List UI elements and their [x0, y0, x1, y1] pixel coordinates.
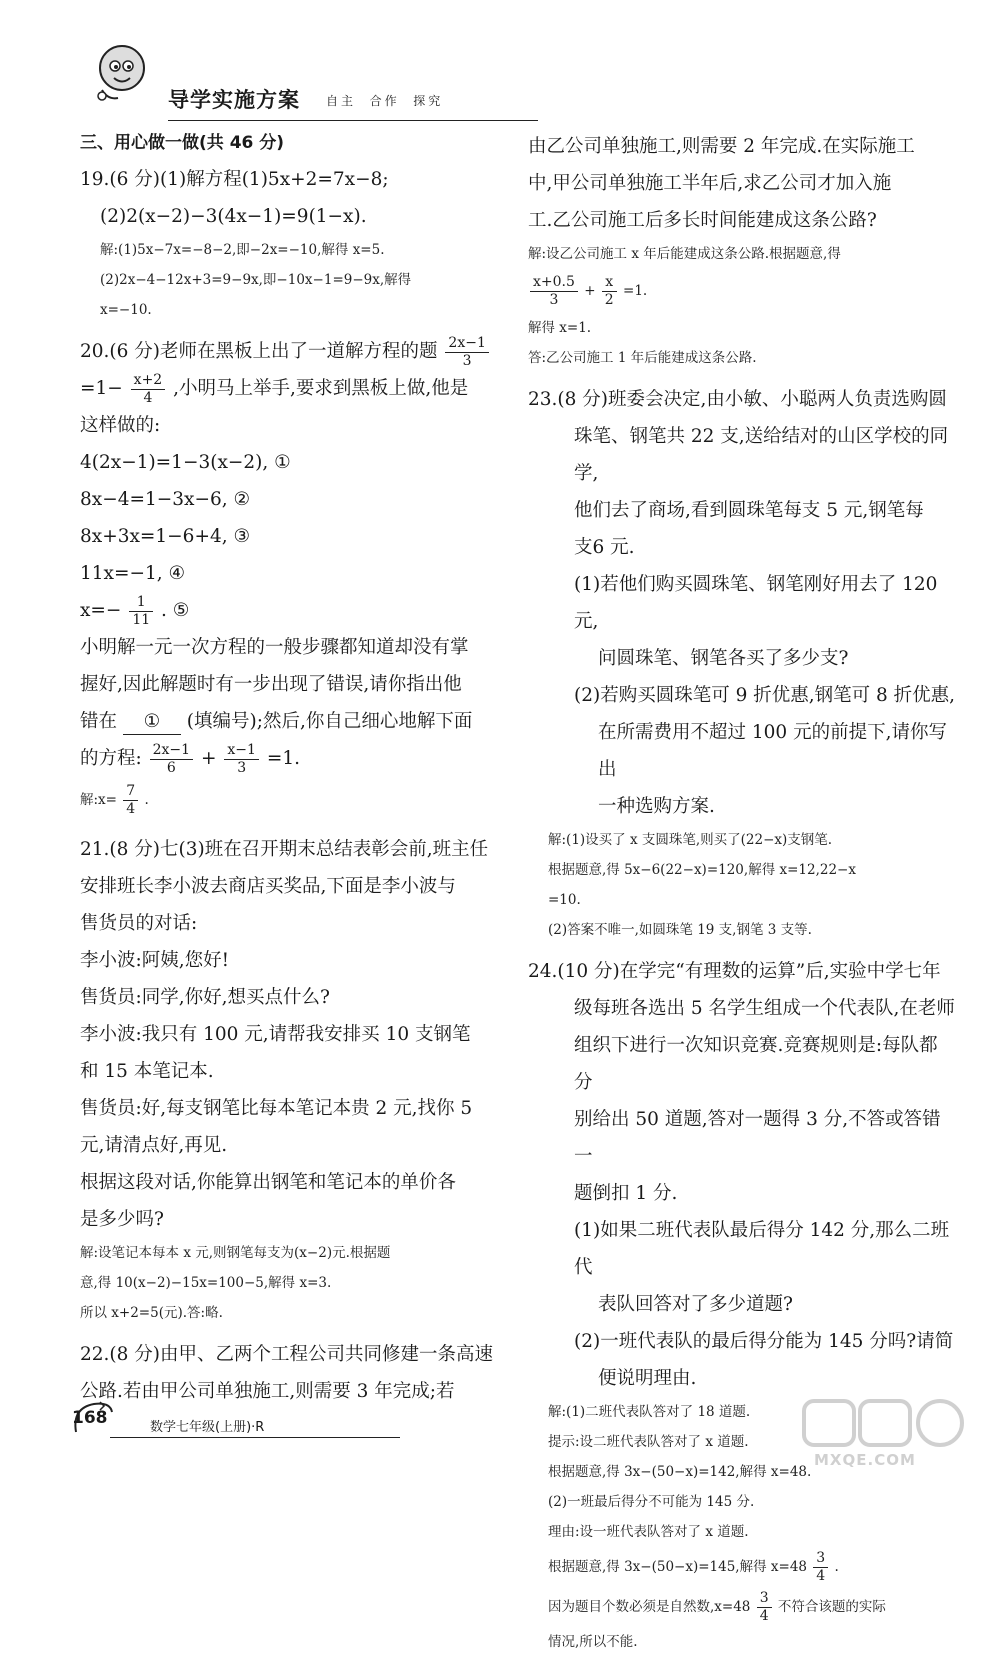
question-line: 中,甲公司单独施工半年后,求乙公司才加入施 — [528, 173, 892, 194]
answer-line — [528, 1587, 956, 1627]
question-line: 公路.若由甲公司单独施工,则需要 3 年完成;若 — [80, 1381, 455, 1402]
question-line: 工.乙公司施工后多长时间能建成这条公路? — [528, 210, 877, 231]
fraction — [445, 335, 488, 370]
question-line: 一种选购方案. — [598, 796, 715, 817]
question-line: 表队回答对了多少道题? — [598, 1294, 793, 1315]
denominator: 3 — [462, 352, 472, 369]
question-line: 便说明理由. — [598, 1368, 697, 1389]
question-line: 19.(6 分)(1)解方程(1)5x+2=7x−8; — [80, 169, 389, 190]
dialog-line: 售货员:同学,你好,想买点什么? — [80, 987, 330, 1008]
question-line: 根据这段对话,你能算出钢笔和笔记本的单价各 — [80, 1172, 456, 1193]
watermark-text: MXQE.COM — [814, 1451, 916, 1469]
question-text: 的方程: — [80, 748, 142, 769]
numerator: x+2 — [131, 372, 166, 390]
denominator: 4 — [126, 801, 136, 817]
question-line — [80, 333, 498, 370]
question-text: 错在 — [80, 711, 118, 732]
dialog-line: 李小波:我只有 100 元,请帮我安排买 10 支钢笔 — [80, 1024, 471, 1045]
fraction — [123, 783, 138, 818]
question-line: (1)如果二班代表队最后得分 142 分,那么二班代 — [574, 1220, 950, 1278]
header-title: 导学实施方案 — [168, 88, 300, 112]
question-19 — [80, 161, 498, 325]
question-line — [80, 740, 498, 777]
numerator: 7 — [123, 783, 138, 801]
answer-line: 答:乙公司施工 1 年后能建成这条公路. — [528, 350, 757, 366]
question-line: 23.(8 分)班委会决定,由小敏、小聪两人负责选购圆 — [528, 389, 947, 410]
denominator: 4 — [816, 1568, 826, 1584]
question-line: (2)一班代表队的最后得分能为 145 分吗?请简 — [574, 1331, 954, 1352]
question-20 — [80, 333, 498, 823]
page-header — [88, 40, 948, 110]
denominator: 4 — [759, 1608, 769, 1624]
answer-line: 解:(1)5x−7x=−8−2,即−2x=−10,解得 x=5. — [100, 242, 385, 258]
denominator: 3 — [237, 759, 247, 776]
answer-line: x=−10. — [100, 302, 152, 318]
fraction — [757, 1590, 772, 1625]
denominator: 3 — [549, 292, 559, 308]
question-text: 20.(6 分)老师在黑板上出了一道解方程的题 — [80, 341, 438, 362]
step-text: . ⑤ — [161, 600, 190, 621]
answer-line — [80, 777, 498, 823]
denominator: 2 — [604, 292, 614, 308]
answer-line: 根据题意,得 5x−6(22−x)=120,解得 x=12,22−x — [548, 862, 856, 878]
denominator: 11 — [132, 611, 151, 628]
numerator: 2x−1 — [150, 742, 193, 760]
header-tags: 自主 合作 探究 — [326, 94, 444, 108]
answer-line: 提示:设二班代表队答对了 x 道题. — [548, 1434, 749, 1450]
answer-line: =10. — [548, 892, 581, 908]
denominator: 6 — [166, 759, 176, 776]
dialog-line: 李小波:阿姨,您好! — [80, 950, 230, 971]
numerator: 2x−1 — [445, 335, 488, 353]
plus-sign: + — [584, 283, 596, 299]
answer-line — [528, 1547, 956, 1587]
question-line: 级每班各选出 5 名学生组成一个代表队,在老师 — [574, 998, 955, 1019]
answer-text: 因为题目个数必须是自然数,x=48 — [548, 1599, 751, 1615]
question-text: (填编号);然后,你自己细心地解下面 — [186, 711, 473, 732]
question-line — [80, 370, 498, 407]
numerator: x+0.5 — [530, 274, 578, 292]
mascot-logo-icon — [88, 40, 154, 106]
question-line: 22.(8 分)由甲、乙两个工程公司共同修建一条高速 — [80, 1344, 494, 1365]
answer-line: (2)一班最后得分不可能为 145 分. — [548, 1494, 755, 1510]
question-line: 题倒扣 1 分. — [574, 1183, 678, 1204]
question-22-continued — [528, 128, 956, 373]
answer-blank: ① — [123, 710, 181, 735]
solution-step: 8x+3x=1−6+4, ③ — [80, 526, 251, 547]
answer-text: 根据题意,得 3x−(50−x)=145,解得 x=48 — [548, 1559, 807, 1575]
answer-line: 所以 x+2=5(元).答:略. — [80, 1305, 223, 1321]
fraction — [131, 372, 166, 407]
answer-line: 解得 x=1. — [528, 320, 592, 336]
question-line: (2)2(x−2)−3(4x−1)=9(1−x). — [100, 206, 367, 227]
question-23 — [528, 381, 956, 945]
step-text: x=− — [80, 600, 122, 621]
fraction — [150, 742, 193, 777]
answer-text: =1. — [623, 283, 648, 299]
question-line: 别给出 50 道题,答对一题得 3 分,不答或答错一 — [574, 1109, 941, 1167]
solution-step — [80, 592, 498, 629]
answer-line: 解:设笔记本每本 x 元,则钢笔每支为(x−2)元.根据题 — [80, 1245, 391, 1261]
answer-line — [528, 269, 956, 313]
page-number: 168 — [72, 1408, 108, 1428]
question-line: 在所需费用不超过 100 元的前提下,请你写出 — [598, 722, 947, 780]
numerator: 1 — [129, 594, 153, 612]
answer-text: 不符合该题的实际 — [777, 1599, 886, 1615]
numerator: 3 — [757, 1590, 772, 1608]
dialog-line: 售货员:好,每支钢笔比每本笔记本贵 2 元,找你 5 — [80, 1098, 473, 1119]
fraction — [530, 274, 578, 309]
section-title: 三、用心做一做(共 46 分) — [80, 133, 285, 153]
watermark-logo-icon — [800, 1395, 970, 1451]
numerator: x — [602, 274, 617, 292]
question-line: 是多少吗? — [80, 1209, 164, 1230]
solution-step: 11x=−1, ④ — [80, 563, 186, 584]
fraction — [602, 274, 617, 309]
question-text: =1. — [266, 748, 300, 769]
question-line: 由乙公司单独施工,则需要 2 年完成.在实际施工 — [528, 136, 915, 157]
question-line: 他们去了商场,看到圆珠笔每支 5 元,钢笔每 — [574, 500, 924, 521]
answer-text: . — [834, 1559, 839, 1575]
question-line — [80, 703, 498, 740]
fraction — [129, 594, 153, 629]
question-line: 21.(8 分)七(3)班在召开期末总结表彰会前,班主任 — [80, 839, 489, 860]
answer-line: 情况,所以不能. — [548, 1634, 638, 1650]
numerator: 3 — [813, 1550, 828, 1568]
answer-line: 解:(1)二班代表队答对了 18 道题. — [548, 1404, 751, 1420]
answer-line: 解:(1)设买了 x 支圆珠笔,则买了(22−x)支钢笔. — [548, 832, 833, 848]
question-line: 这样做的: — [80, 415, 161, 436]
answer-text: 解:x= — [80, 792, 117, 808]
header-rule — [168, 120, 538, 121]
question-line: 安排班长李小波去商店买奖品,下面是李小波与 — [80, 876, 456, 897]
fraction — [813, 1550, 828, 1585]
question-text: =1− — [80, 378, 123, 399]
numerator: x−1 — [224, 742, 259, 760]
fraction — [224, 742, 259, 777]
question-line: 问圆珠笔、钢笔各买了多少支? — [598, 648, 849, 669]
solution-step: 8x−4=1−3x−6, ② — [80, 489, 251, 510]
question-line: (1)若他们购买圆珠笔、钢笔刚好用去了 120 元, — [574, 574, 938, 632]
watermark — [800, 1395, 970, 1475]
answer-text: . — [144, 792, 149, 808]
footer-rule — [110, 1437, 400, 1438]
question-text: ,小明马上举手,要求到黑板上做,他是 — [173, 378, 469, 399]
answer-line: 理由:设一班代表队答对了 x 道题. — [548, 1524, 749, 1540]
answer-line: (2)答案不唯一,如圆珠笔 19 支,钢笔 3 支等. — [548, 922, 812, 938]
solution-step: 4(2x−1)=1−3(x−2), ① — [80, 452, 291, 473]
question-21 — [80, 831, 498, 1328]
answer-line: 解:设乙公司施工 x 年后能建成这条公路.根据题意,得 — [528, 246, 841, 262]
question-line: 组织下进行一次知识竞赛.竞赛规则是:每队都分 — [574, 1035, 938, 1093]
dialog-line: 和 15 本笔记本. — [80, 1061, 214, 1082]
question-line: 售货员的对话: — [80, 913, 198, 934]
plus-sign: + — [200, 748, 217, 769]
question-line: 握好,因此解题时有一步出现了错误,请你指出他 — [80, 674, 462, 695]
question-line: 支6 元. — [574, 537, 635, 558]
question-24 — [528, 953, 956, 1657]
page-footer — [70, 1398, 410, 1448]
question-line: (2)若购买圆珠笔可 9 折优惠,钢笔可 8 折优惠, — [574, 685, 956, 706]
book-label: 数学七年级(上册)·R — [150, 1420, 265, 1435]
question-line: 珠笔、钢笔共 22 支,送给结对的山区学校的同学, — [574, 426, 949, 484]
answer-line: 意,得 10(x−2)−15x=100−5,解得 x=3. — [80, 1275, 332, 1291]
denominator: 4 — [143, 389, 153, 406]
left-column — [80, 128, 498, 1410]
answer-line: 根据题意,得 3x−(50−x)=142,解得 x=48. — [548, 1464, 812, 1480]
question-line: 小明解一元一次方程的一般步骤都知道却没有掌 — [80, 637, 469, 658]
question-line: 24.(10 分)在学完“有理数的运算”后,实验中学七年 — [528, 961, 941, 982]
answer-line: (2)2x−4−12x+3=9−9x,即−10x−1=9−9x,解得 — [100, 272, 412, 288]
dialog-line: 元,请清点好,再见. — [80, 1135, 228, 1156]
